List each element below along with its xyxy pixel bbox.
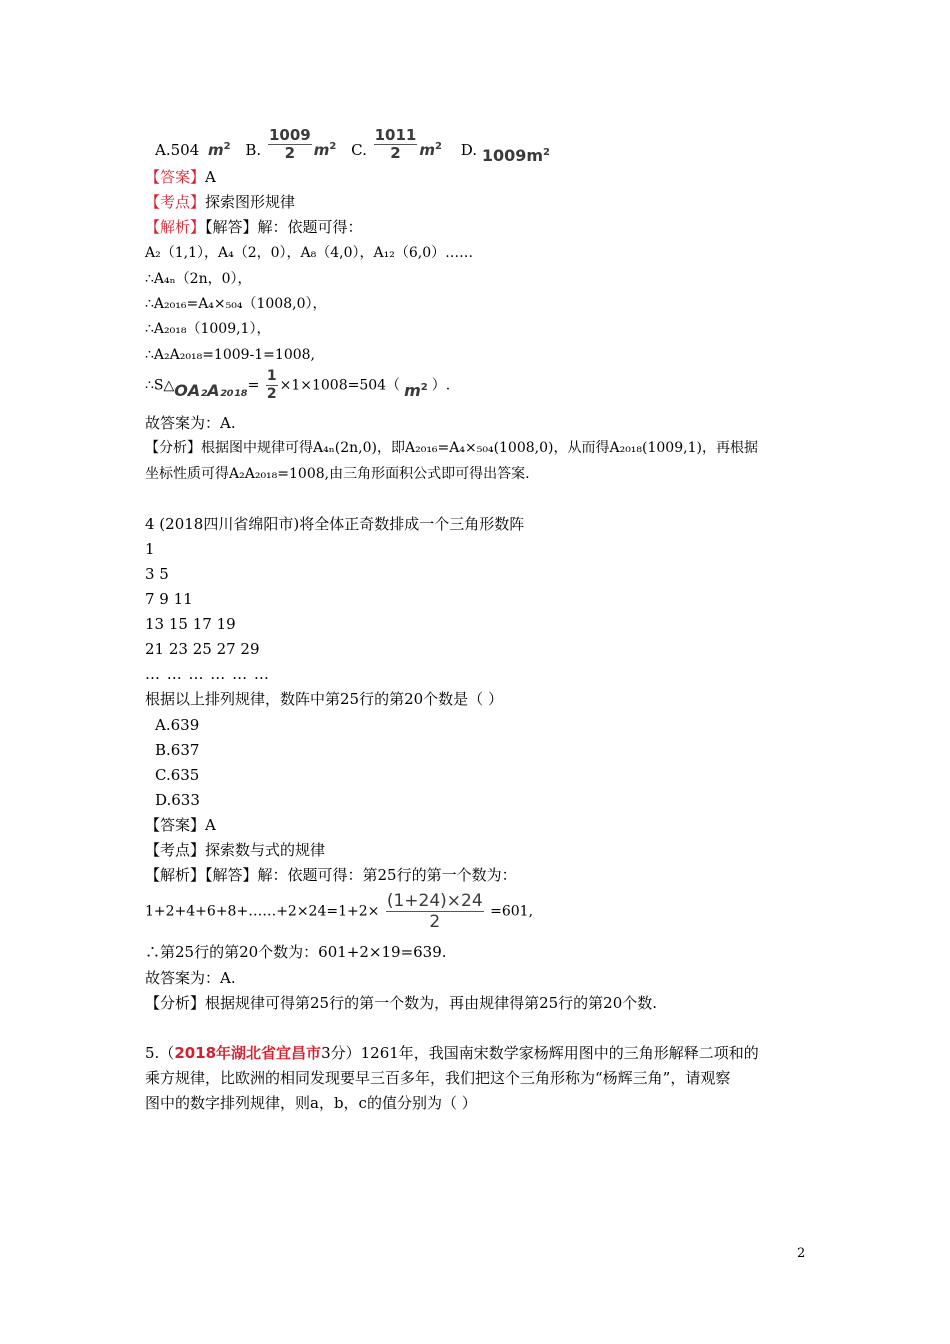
- q4-row-2: 3 5: [145, 565, 169, 583]
- area-prefix: ∴S△: [145, 377, 175, 394]
- option-d-unit-exp: 2: [543, 146, 550, 158]
- q4-sum-line: [145, 891, 533, 935]
- q5-rest-1: 3分）1261年，我国南宋数学家杨辉用图中的三角形解释二项和的: [321, 1044, 759, 1062]
- fenxi-line-2: 坐标性质可得A₂A₂₀₁₈=1008,由三角形面积公式即可得出答案.: [145, 466, 530, 482]
- option-c-label: C.: [351, 140, 367, 159]
- option-c-unit: [419, 141, 442, 159]
- equals-sign: =: [247, 377, 260, 394]
- solution-line-2: ∴A₄ₙ（2n，0），: [145, 271, 252, 287]
- q4-line-2: ∴第25行的第20个数为：601+2×19=639.: [145, 943, 447, 961]
- analysis-intro: 【解答】解：依题可得：: [205, 218, 363, 236]
- half-denominator: 2: [266, 386, 277, 402]
- option-d-value: [482, 146, 550, 165]
- solution-line-3: ∴A₂₀₁₆=A₄×₅₀₄（1008,0），: [145, 296, 327, 312]
- q4-option-c: C.635: [155, 766, 200, 784]
- option-d: [460, 140, 550, 165]
- option-c: [351, 126, 447, 162]
- conclusion-line: 故答案为：A.: [145, 414, 236, 432]
- topic-tag: 【考点】: [145, 193, 206, 211]
- option-c-unit-exp: 2: [435, 140, 442, 152]
- analysis-tag: 【解析】: [145, 218, 206, 236]
- answer-line: [145, 167, 216, 187]
- q4-row-4: 13 15 17 19: [145, 615, 236, 633]
- answer-value: A: [205, 168, 216, 186]
- option-b: [245, 126, 341, 162]
- option-b-label: B.: [245, 140, 262, 159]
- option-b-unit-exp: 2: [329, 140, 337, 152]
- option-a-unit: [208, 141, 231, 159]
- triangle-label: OA₂A₂₀₁₈: [174, 380, 248, 400]
- topic-value: 探索图形规律: [205, 193, 296, 211]
- option-b-denominator: 2: [284, 144, 296, 162]
- fenxi-text-1: 根据图中规律可得A₄ₙ(2n,0)，即A₂₀₁₆=A₄×₅₀₄(1008,0)，从而得A₂₀₁₈(1009,1)，再根据: [201, 440, 758, 456]
- q4-option-a: A.639: [155, 716, 200, 734]
- analysis-line: [145, 217, 363, 237]
- solution-line-1: A₂（1,1），A₄（2，0），A₈（4,0），A₁₂（6,0）……: [145, 245, 474, 261]
- q4-option-d: D.633: [155, 791, 200, 809]
- fenxi-line-1: [145, 438, 758, 458]
- option-b-unit-m: m: [313, 140, 330, 159]
- option-a-unit-m: m: [208, 140, 224, 159]
- q4-option-b: B.637: [155, 741, 200, 759]
- q5-line-2: 乘方规律，比欧洲的相同发现要早三百多年，我们把这个三角形称为“杨辉三角”，请观察: [145, 1069, 731, 1087]
- solution-line-4: ∴A₂₀₁₈（1009,1），: [145, 321, 271, 337]
- option-a: [155, 141, 235, 159]
- fenxi-tag: 【分析】: [145, 440, 201, 456]
- q4-question: 根据以上排列规律，数阵中第25行的第20个数是（ ）: [145, 690, 503, 708]
- q5-source: 2018年湖北省宜昌市: [174, 1044, 322, 1062]
- q4-sum-denominator: 2: [429, 912, 441, 932]
- options-row: [155, 126, 550, 165]
- area-unit: [404, 381, 428, 400]
- option-b-fraction: [268, 127, 312, 162]
- half-fraction: [266, 368, 278, 403]
- area-unit-m: m: [404, 380, 421, 400]
- q5-line-3: 图中的数字排列规律，则a，b，c的值分别为（ ）: [145, 1094, 477, 1112]
- q4-row-6: … … … … … …: [145, 665, 270, 683]
- q4-fenxi: 【分析】根据规律可得第25行的第一个数为，再由规律得第25行的第20个数.: [145, 994, 658, 1012]
- topic-line: [145, 192, 295, 212]
- q4-sum-numerator: (1+24)×24: [386, 891, 483, 911]
- q4-row-3: 7 9 11: [145, 590, 193, 608]
- q5-prefix: 5.（: [145, 1044, 175, 1062]
- area-unit-exp: 2: [420, 381, 428, 393]
- option-c-denominator: 2: [390, 144, 401, 162]
- option-b-unit: [314, 141, 337, 159]
- q4-sum-left: 1+2+4+6+8+……+2×24=1+2×: [145, 903, 380, 920]
- solution-line-6: [145, 368, 450, 408]
- option-c-numerator: 1011: [374, 126, 417, 144]
- q4-sum-fraction: [386, 891, 484, 932]
- answer-tag: 【答案】: [145, 168, 206, 186]
- area-calc: ×1×1008=504（: [279, 377, 401, 394]
- q5-line-1: [145, 1043, 759, 1063]
- page-number: 2: [797, 1246, 806, 1261]
- option-d-value-text: 1009m: [481, 145, 544, 165]
- q4-row-1: 1: [145, 540, 155, 558]
- q4-analysis: 【解析】【解答】解：依题可得：第25行的第一个数为：: [145, 866, 517, 884]
- q4-stem: 4 (2018四川省绵阳市)将全体正奇数排成一个三角形数阵: [145, 515, 525, 533]
- solution-line-5: ∴A₂A₂₀₁₈=1009-1=1008,: [145, 347, 315, 363]
- q4-sum-right: =601,: [490, 903, 534, 920]
- q4-topic: 【考点】探索数与式的规律: [145, 841, 326, 859]
- q4-answer: 【答案】A: [145, 816, 216, 834]
- area-end: ）.: [431, 377, 451, 394]
- half-numerator: 1: [266, 368, 277, 384]
- option-a-label: A.504: [155, 140, 200, 159]
- option-b-numerator: 1009: [268, 126, 311, 144]
- option-c-fraction: [374, 127, 418, 162]
- option-a-unit-exp: 2: [223, 140, 231, 152]
- option-d-label: D.: [460, 140, 478, 159]
- option-c-unit-m: m: [419, 140, 436, 159]
- q4-row-5: 21 23 25 27 29: [145, 640, 260, 658]
- q4-conclusion: 故答案为：A.: [145, 969, 236, 987]
